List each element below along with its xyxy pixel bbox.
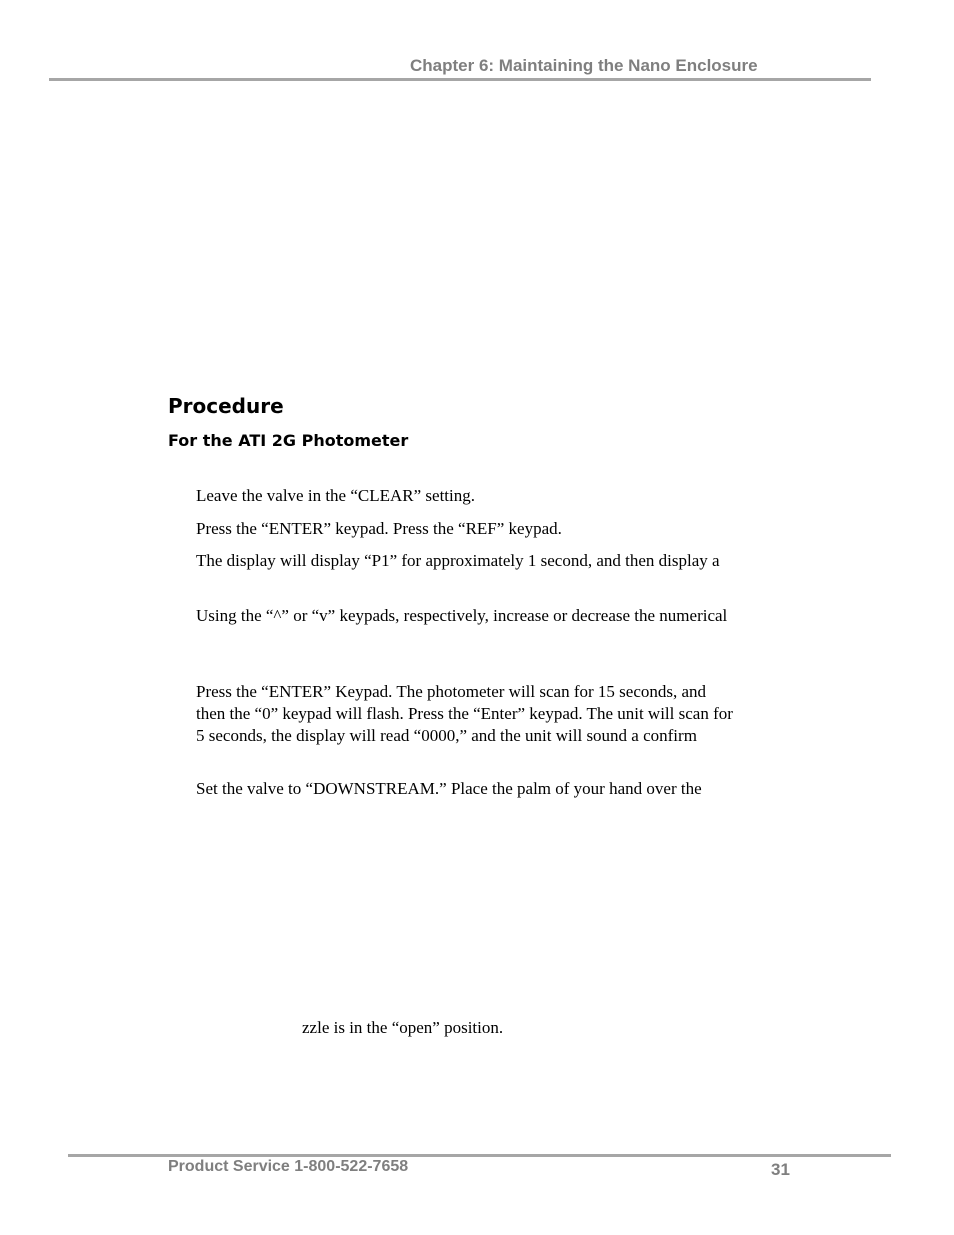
paragraph-downstream: Set the valve to “DOWNSTREAM.” Place the palm of your hand over the: [196, 779, 702, 798]
paragraph-enter-scan: Press the “ENTER” Keypad. The photometer will scan for 15 seconds, and then the “0” keypad will flash. Press the “Enter” keypad. The unit will scan for 5 seconds, the display will read “0000,” and the unit will sound a confirm: [196, 682, 733, 745]
paragraph-clear-setting: Leave the valve in the “CLEAR” setting.: [196, 486, 475, 505]
section-heading: Procedure: [168, 394, 284, 418]
chapter-title: Chapter 6: Maintaining the Nano Enclosure: [410, 56, 758, 75]
paragraph-enter-ref: Press the “ENTER” keypad. Press the “REF” keypad.: [196, 519, 562, 538]
footer-divider: [68, 1154, 891, 1157]
page-number: 31: [771, 1160, 790, 1179]
paragraph-keypads: Using the “^” or “v” keypads, respectively, increase or decrease the numerical: [196, 606, 728, 625]
header-divider: [49, 78, 871, 81]
sub-heading: For the ATI 2G Photometer: [168, 431, 409, 450]
paragraph-display-p1: The display will display “P1” for approximately 1 second, and then display a: [196, 551, 720, 570]
paragraph-nozzle-open: zzle is in the “open” position.: [302, 1018, 504, 1037]
product-service-phone: Product Service 1-800-522-7658: [168, 1158, 409, 1175]
